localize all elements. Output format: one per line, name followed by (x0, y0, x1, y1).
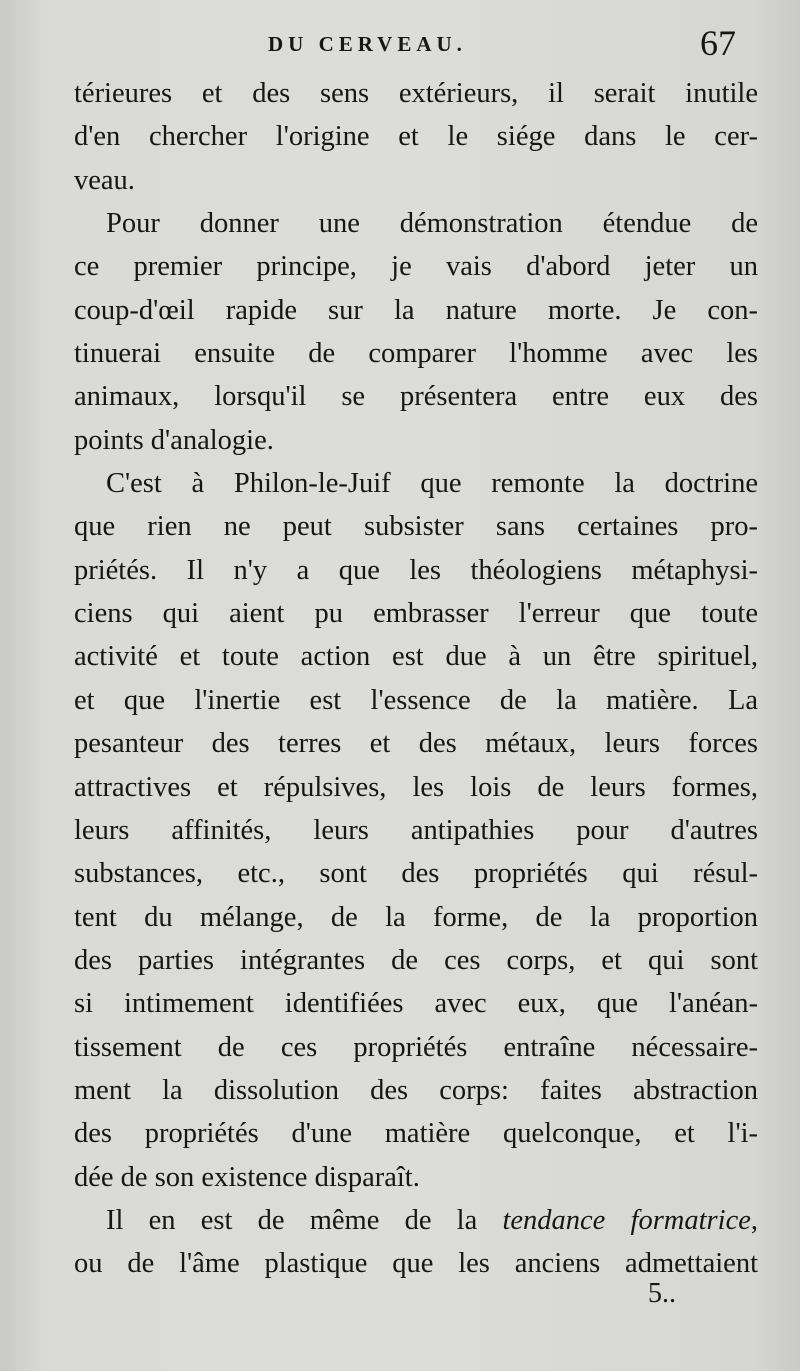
text-line: d'en chercher l'origine et le siége dans le cer- (74, 121, 758, 153)
text-line: tent du mélange, de la forme, de la proportion (74, 901, 758, 933)
text-line: et que l'inertie est l'essence de la matière. La (74, 684, 758, 716)
page-header (0, 22, 800, 62)
text-line: pesanteur des terres et des métaux, leurs forces (74, 728, 758, 760)
paragraph (74, 202, 758, 462)
text-line: dée de son existence disparaît. (74, 1161, 420, 1193)
text-line: attractives et répulsives, les lois de leurs formes, (74, 771, 758, 803)
text-line: leurs affinités, leurs antipathies pour d'autres (74, 814, 758, 846)
text-line: substances, etc., sont des propriétés qui résul- (74, 858, 758, 890)
running-head: DU CERVEAU. (268, 32, 467, 56)
text-line: térieures et des sens extérieurs, il serait inutile (74, 78, 758, 109)
text-segment: Il en est de même de la (106, 1204, 503, 1236)
text-line: ce premier principe, je vais d'abord jeter un (74, 251, 758, 283)
text-line: tinuerai ensuite de comparer l'homme avec les (74, 338, 758, 370)
text-line: priétés. Il n'y a que les théologiens métaphysi- (74, 554, 758, 586)
text-line: animaux, lorsqu'il se présentera entre eux des (74, 381, 758, 413)
text-segment: , (750, 1204, 758, 1236)
text-line: que rien ne peut subsister sans certaines pro- (74, 511, 758, 543)
text-line: C'est à Philon-le-Juif que remonte la doctrine (106, 468, 758, 500)
emphasis-text: tendance formatrice (502, 1204, 751, 1236)
text-line: Pour donner une démonstration étendue de (106, 208, 758, 240)
text-line: coup-d'œil rapide sur la nature morte. Je con- (74, 294, 758, 326)
page-body (74, 72, 758, 1286)
text-line: points d'analogie. (74, 424, 274, 456)
paragraph (74, 462, 758, 1199)
paragraph (74, 1199, 758, 1286)
text-line: ou de l'âme plastique que les anciens admettaient (74, 1248, 758, 1280)
text-line: ment la dissolution des corps: faites abstraction (74, 1074, 758, 1106)
text-line: ciens qui aient pu embrasser l'erreur que toute (74, 598, 758, 630)
text-line: des propriétés d'une matière quelconque, et l'i- (74, 1118, 758, 1150)
text-line: si intimement identifiées avec eux, que l'anéan- (74, 988, 758, 1020)
page-number: 67 (700, 23, 736, 63)
text-line: tissement de ces propriétés entraîne nécessaire- (74, 1031, 758, 1063)
text-line: des parties intégrantes de ces corps, et qui sont (74, 944, 758, 976)
signature-mark: 5.. (648, 1278, 676, 1309)
text-line (74, 1199, 758, 1242)
text-line: activité et toute action est due à un être spirituel, (74, 641, 758, 673)
paragraph (74, 72, 758, 202)
text-line: veau. (74, 164, 135, 196)
